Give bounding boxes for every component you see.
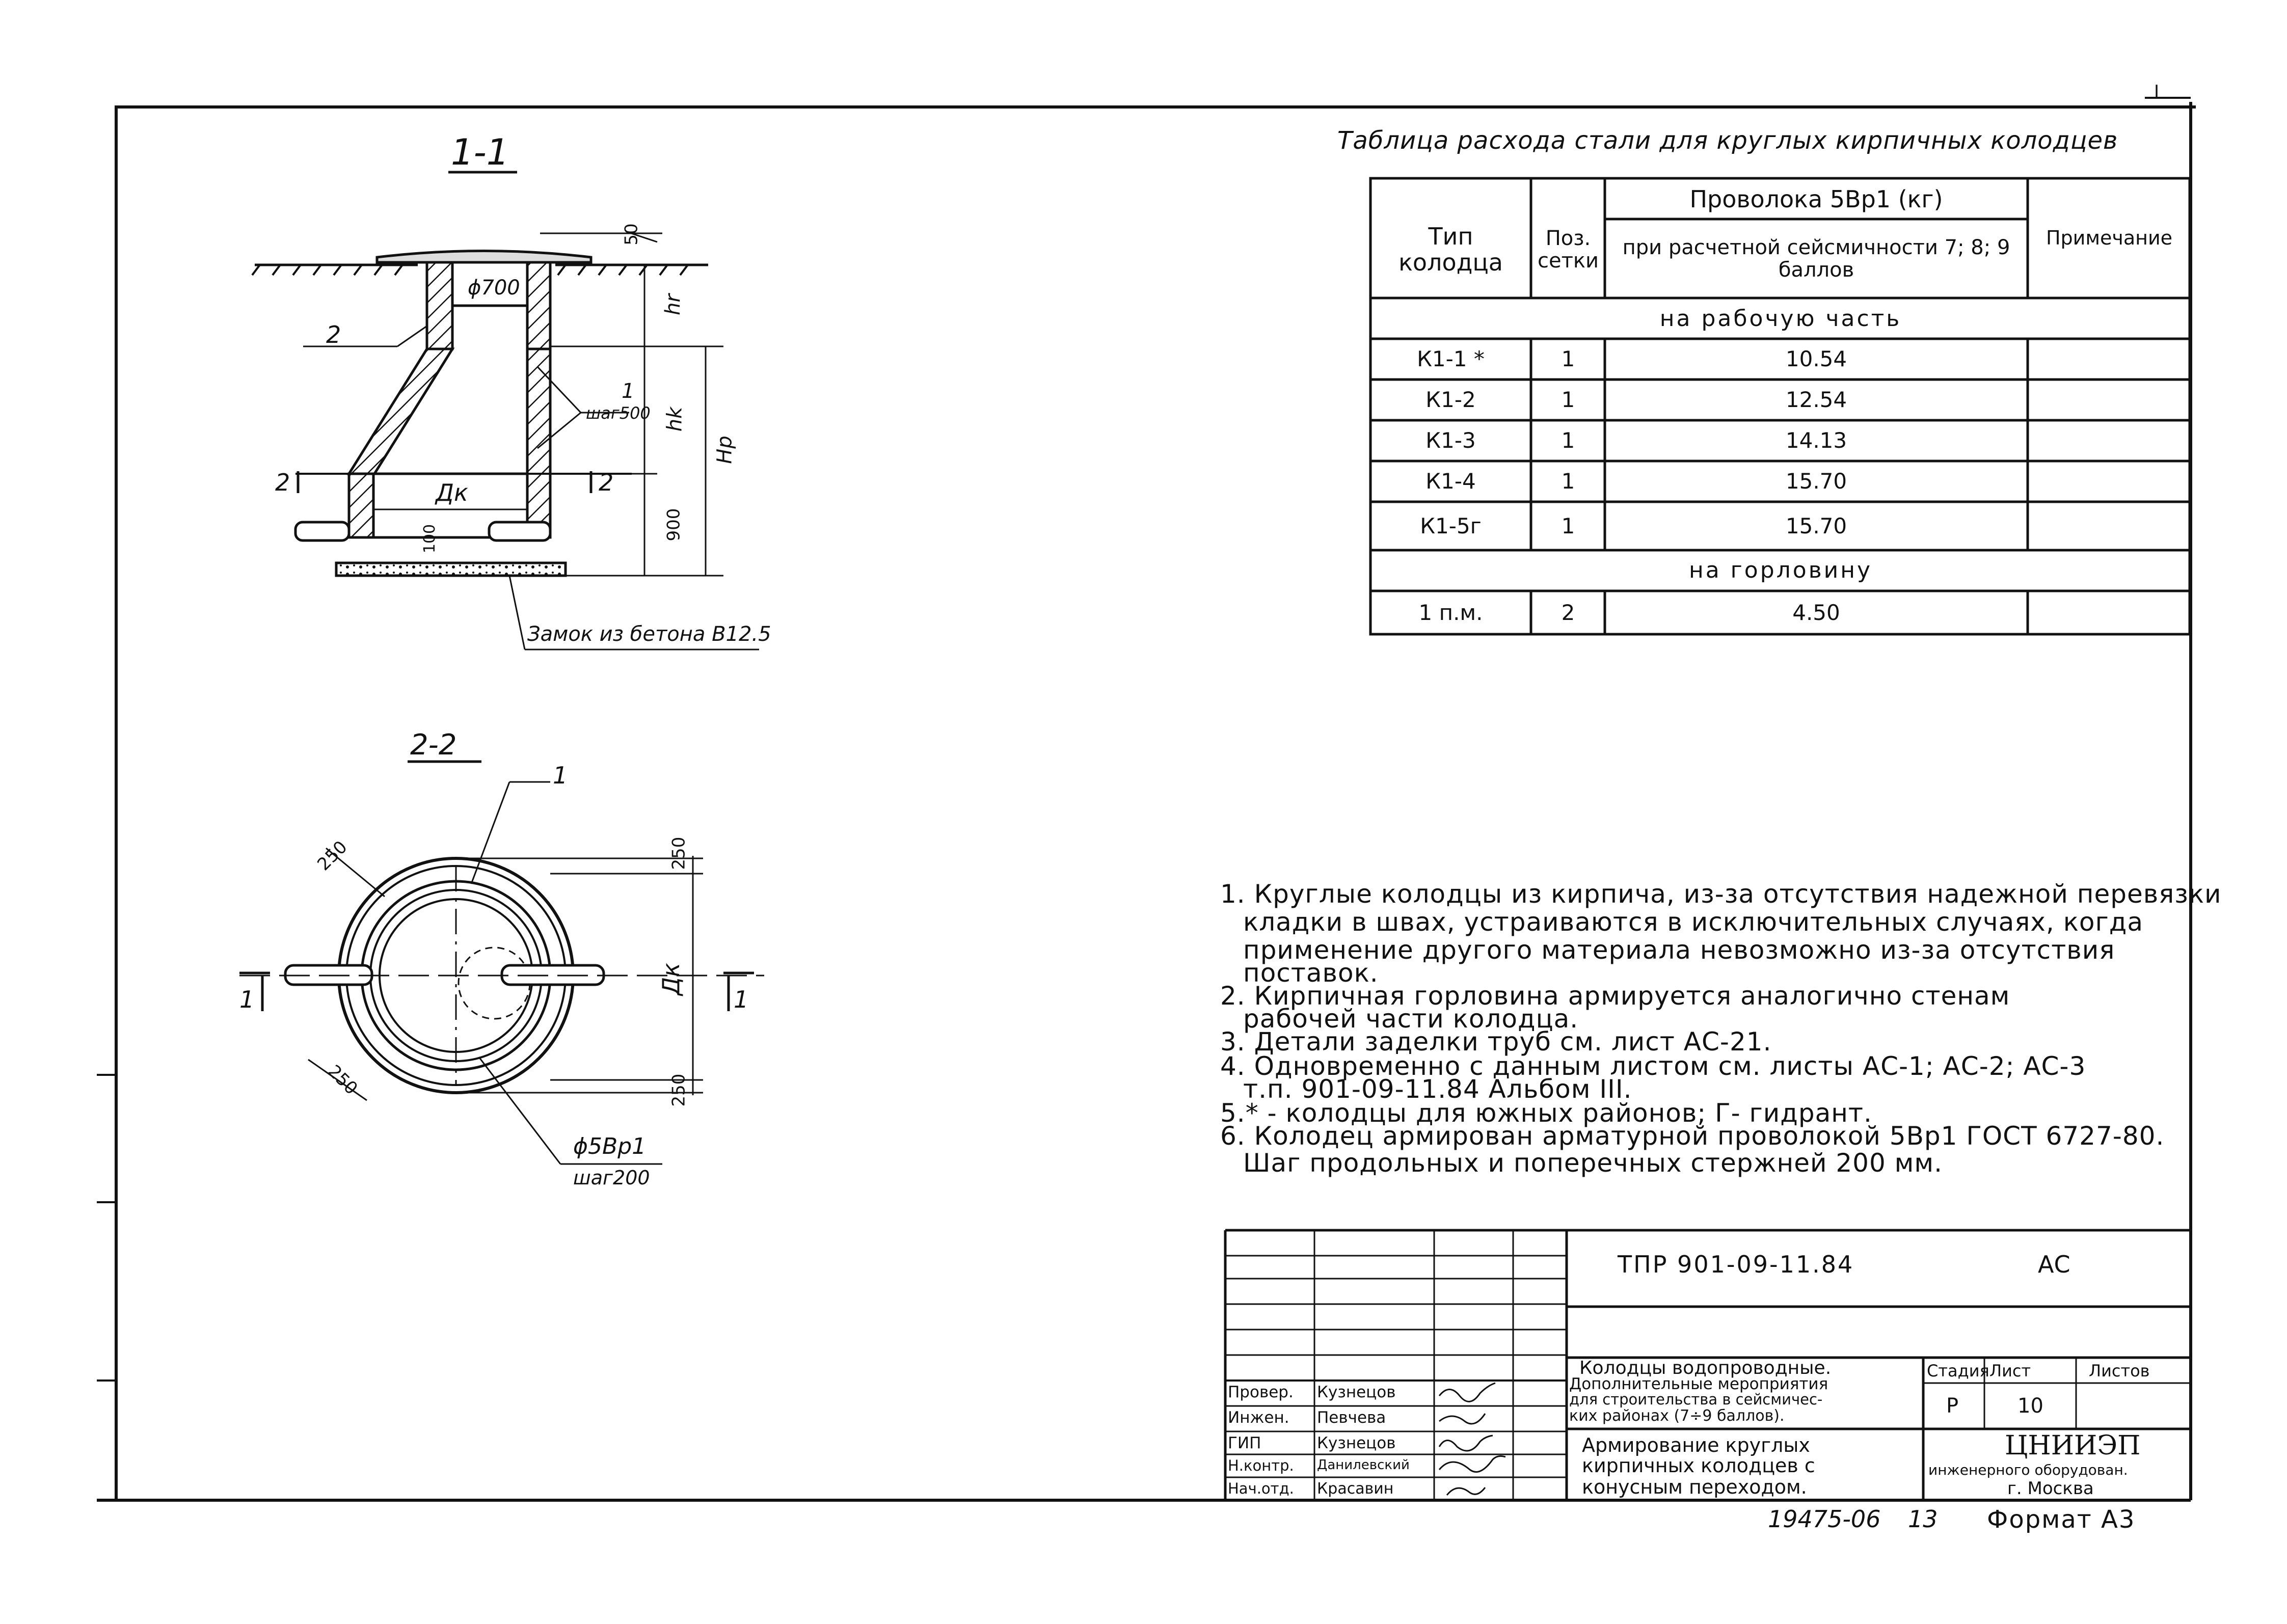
drawing-title-1: Армирование круглых xyxy=(1582,1434,1810,1456)
staff-role-5: Нач.отд. xyxy=(1228,1480,1294,1497)
note-line-1: 1. Круглые колодцы из кирпича, из-за отсутствия надежной перевязки xyxy=(1220,879,2222,909)
note-line-8: 4. Одновременно с данным листом см. листы АС-1; АС-2; АС-3 xyxy=(1220,1051,2086,1081)
row-3-value: 14.13 xyxy=(1785,427,1847,453)
hk-label: hk xyxy=(663,407,687,432)
row-3-note xyxy=(2030,422,2188,459)
dim-250-bottom-left: 250 xyxy=(324,1061,362,1099)
row-2-pos: 1 xyxy=(1561,387,1575,412)
staff-name-1: Кузнецов xyxy=(1317,1383,1396,1401)
dim-250-top-right: 250 xyxy=(668,836,689,870)
project-title-4: ких районах (7÷9 баллов). xyxy=(1569,1407,1785,1425)
format-label: Формат А3 xyxy=(1987,1505,2136,1534)
note-line-9: т.п. 901-09-11.84 Альбом III. xyxy=(1243,1074,1632,1104)
section-1-1-title: 1-1 xyxy=(451,131,509,173)
row-4-value: 15.70 xyxy=(1785,468,1847,494)
row-2-value: 12.54 xyxy=(1785,387,1847,412)
row-4-pos: 1 xyxy=(1561,468,1575,494)
staff-role-3: ГИП xyxy=(1228,1434,1261,1452)
neck-row-pos: 2 xyxy=(1561,600,1575,625)
dim-250-bottom-right: 250 xyxy=(668,1073,689,1107)
row-5-pos: 1 xyxy=(1561,513,1575,538)
dim-100-label: 100 xyxy=(421,524,439,554)
sheet-value: 10 xyxy=(2017,1394,2043,1418)
archive-number: 19475-06 xyxy=(1768,1505,1881,1533)
row-1-note xyxy=(2030,340,2188,378)
staff-name-4: Данилевский xyxy=(1317,1457,1410,1473)
stage-label: Стадия xyxy=(1927,1361,1989,1381)
cut-right-2-label: 2 xyxy=(599,469,614,496)
concrete-lock-label: Замок из бетона B12.5 xyxy=(527,622,771,646)
sheet-stamp-corner: I xyxy=(2154,82,2160,102)
dk-label-1-1: Дк xyxy=(436,479,468,506)
col-note-header: Примечание xyxy=(2046,226,2173,249)
sheet-code: АС xyxy=(2038,1251,2070,1278)
cut-right-1-label: 1 xyxy=(734,986,749,1013)
dim-50-label: 50 xyxy=(621,223,642,246)
note-line-5: 2. Кирпичная горловина армируется аналогично стенам xyxy=(1220,981,2010,1011)
note-line-3: применение другого материала невозможно из-за отсутствия xyxy=(1243,935,2115,965)
callout-2-label: 2 xyxy=(326,321,341,348)
org-name: ЦНИИЭП xyxy=(2005,1430,2141,1461)
row-1-value: 10.54 xyxy=(1785,346,1847,371)
row-4-type: К1-4 xyxy=(1425,468,1476,494)
staff-name-2: Певчева xyxy=(1317,1409,1386,1427)
rebar-label: ϕ5Bp1 xyxy=(573,1133,647,1159)
cut-left-1-label: 1 xyxy=(239,986,255,1013)
drawing-title-3: конусным переходом. xyxy=(1582,1476,1807,1498)
hr-label: hr xyxy=(661,294,685,315)
stage-value: Р xyxy=(1946,1394,1959,1418)
staff-role-2: Инжен. xyxy=(1228,1409,1289,1427)
row-1-pos: 1 xyxy=(1561,346,1575,371)
staff-name-3: Кузнецов xyxy=(1317,1434,1396,1452)
note-line-12: Шаг продольных и поперечных стержней 200 мм. xyxy=(1243,1148,1943,1178)
note-line-2: кладки в швах, устраиваются в исключительных случаях, когда xyxy=(1243,907,2143,937)
row-5-note xyxy=(2030,504,2188,548)
diameter-700-label: ϕ700 xyxy=(468,276,520,300)
steel-table-title: Таблица расхода стали для круглых кирпичных колодцев xyxy=(1337,126,2118,155)
row-5-value: 15.70 xyxy=(1785,513,1847,538)
row-3-pos: 1 xyxy=(1561,427,1575,453)
page-number: 13 xyxy=(1908,1505,1938,1533)
col-pos-header: Поз. сетки xyxy=(1537,227,1599,273)
col-wire-header: Проволока 5Bp1 (кг) xyxy=(1689,185,1943,213)
row-2-note xyxy=(2030,381,2188,419)
staff-role-4: Н.контр. xyxy=(1228,1457,1294,1474)
project-title-3: для строительства в сейсмичес- xyxy=(1569,1391,1823,1408)
org-department: инженерного оборудован. xyxy=(1928,1461,2128,1478)
row-2-type: К1-2 xyxy=(1425,387,1476,412)
note-line-10: 5.* - колодцы для южных районов; Г- гидрант. xyxy=(1220,1098,1872,1128)
step-500-label: шаг500 xyxy=(586,403,651,423)
org-city: г. Москва xyxy=(2007,1478,2094,1499)
project-title-1: Колодцы водопроводные. xyxy=(1579,1358,1832,1378)
sheet-label: Лист xyxy=(1989,1361,2031,1381)
neck-row-note xyxy=(2030,593,2188,633)
dim-250-top-left: 250 xyxy=(313,836,352,875)
note-line-4: поставок. xyxy=(1243,958,1379,988)
cut-left-2-label: 2 xyxy=(275,469,290,496)
hp-label: Hp xyxy=(713,436,737,464)
callout-1-label: 1 xyxy=(622,380,635,403)
staff-name-5: Красавин xyxy=(1317,1480,1394,1498)
dim-900-label: 900 xyxy=(663,508,684,542)
section-work-label: на рабочую часть xyxy=(1659,305,1902,332)
row-5-type: К1-5г xyxy=(1420,513,1482,538)
neck-row-value: 4.50 xyxy=(1792,600,1840,625)
rebar-step-label: шаг200 xyxy=(573,1167,650,1189)
dk-label-2-2: Дк xyxy=(657,963,685,995)
section-neck-label: на горловину xyxy=(1688,557,1873,583)
col-type-header: Тип колодца xyxy=(1398,223,1503,276)
section-2-2-title: 2-2 xyxy=(410,728,457,762)
project-code: ТПР 901-09-11.84 xyxy=(1618,1251,1854,1278)
row-1-type: К1-1 * xyxy=(1417,346,1485,371)
callout-1-label-2-2: 1 xyxy=(553,762,568,789)
drawing-title-2: кирпичных колодцев с xyxy=(1582,1454,1815,1477)
note-line-7: 3. Детали заделки труб см. лист АС-21. xyxy=(1220,1027,1772,1057)
note-line-11: 6. Колодец армирован арматурной проволокой 5Bp1 ГОСТ 6727-80. xyxy=(1220,1121,2165,1151)
neck-row-type: 1 п.м. xyxy=(1418,600,1483,625)
row-3-type: К1-3 xyxy=(1425,427,1476,453)
note-line-6: рабочей части колодца. xyxy=(1243,1004,1579,1034)
signature-marks xyxy=(1439,1383,1505,1495)
row-4-note xyxy=(2030,463,2188,500)
col-wire-subheader: при расчетной сейсмичности 7; 8; 9 баллов xyxy=(1622,235,2010,282)
staff-role-1: Провер. xyxy=(1228,1383,1294,1401)
project-title-2: Дополнительные мероприятия xyxy=(1569,1375,1828,1393)
sheets-label: Листов xyxy=(2089,1361,2150,1381)
